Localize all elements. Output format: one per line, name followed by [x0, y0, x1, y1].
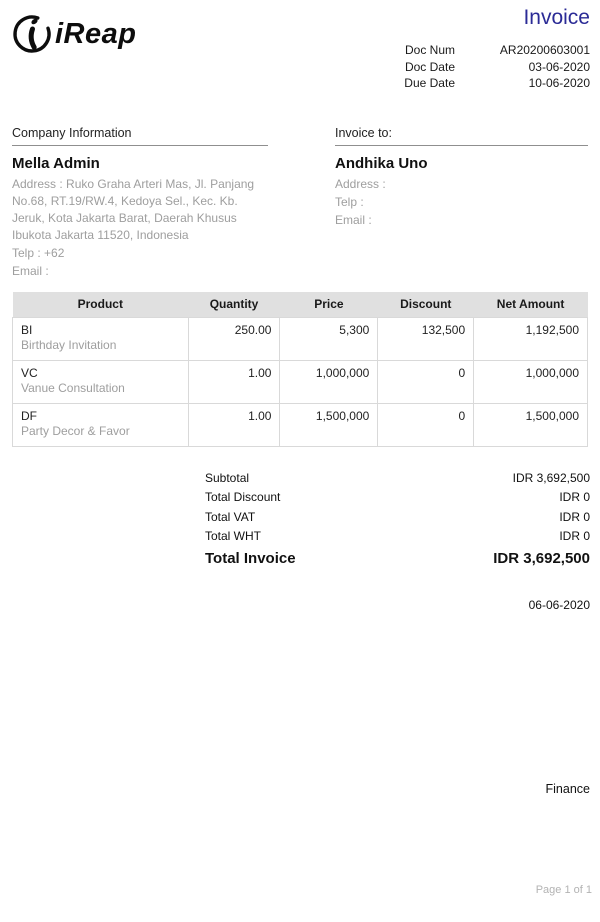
doc-num-value: AR20200603001 [499, 43, 590, 57]
doc-date-row [375, 59, 590, 76]
total-invoice-value: IDR 3,692,500 [493, 550, 590, 568]
quantity-cell: 1.00 [188, 403, 280, 446]
discount-cell: 0 [378, 360, 474, 403]
document-meta [375, 42, 590, 92]
product-cell [13, 317, 189, 360]
page-number: Page 1 of 1 [535, 884, 592, 896]
product-description: Party Decor & Favor [21, 423, 130, 438]
product-code: DF [21, 408, 37, 423]
doc-num-label: Doc Num [404, 43, 455, 57]
price-cell: 5,300 [280, 317, 378, 360]
doc-num-row [375, 42, 590, 59]
totals-section [205, 469, 590, 571]
customer-details [335, 176, 588, 229]
due-date-label: Due Date [404, 76, 455, 90]
customer-name: Andhika Uno [335, 155, 428, 172]
column-header-discount: Discount [378, 292, 474, 317]
company-section-title: Company Information [12, 126, 268, 146]
company-telp: Telp : +62 [12, 246, 65, 261]
total-discount-row [205, 488, 590, 507]
company-name: Mella Admin [12, 155, 100, 172]
product-cell [13, 360, 189, 403]
net-amount-cell: 1,500,000 [474, 403, 588, 446]
items-table [12, 292, 588, 447]
quantity-cell: 1.00 [188, 360, 280, 403]
subtotal-value: IDR 3,692,500 [512, 471, 590, 485]
company-information-section [12, 126, 268, 280]
customer-telp: Telp : [335, 195, 364, 210]
total-vat-row [205, 508, 590, 527]
product-code: VC [21, 365, 38, 380]
quantity-cell: 250.00 [188, 317, 280, 360]
product-code: BI [21, 322, 33, 337]
net-amount-cell: 1,000,000 [474, 360, 588, 403]
doc-date-value: 03-06-2020 [528, 59, 590, 74]
total-wht-value: IDR 0 [559, 528, 590, 543]
product-cell [13, 403, 189, 446]
company-email: Email : [12, 264, 49, 279]
total-discount-value: IDR 0 [559, 490, 590, 505]
column-header-price: Price [280, 292, 378, 317]
print-date: 06-06-2020 [528, 598, 590, 612]
product-description: Vanue Consultation [21, 380, 125, 395]
net-amount-cell: 1,192,500 [474, 317, 588, 360]
column-header-product: Product [13, 292, 189, 317]
column-header-quantity: Quantity [188, 292, 280, 317]
product-description: Birthday Invitation [21, 337, 117, 352]
subtotal-label: Subtotal [205, 471, 250, 485]
total-vat-label: Total VAT [205, 509, 256, 524]
price-cell: 1,000,000 [280, 360, 378, 403]
ireap-logo-icon [10, 12, 54, 56]
table-row [13, 317, 588, 360]
document-title: Invoice [523, 6, 590, 29]
table-row [13, 403, 588, 446]
total-wht-row [205, 527, 590, 546]
company-address: Address : Ruko Graha Arteri Mas, Jl. Panjang No.68, RT.19/RW.4, Kedoya Sel., Kec. Kb. Jeruk, Kota Jakarta Barat, Daerah Khusus Ibukota Jakarta 11520, Indonesia [12, 177, 255, 243]
customer-address: Address : [335, 177, 386, 191]
total-wht-label: Total WHT [205, 528, 262, 543]
total-invoice-row [205, 547, 590, 571]
company-details [12, 176, 268, 280]
discount-cell: 132,500 [378, 317, 474, 360]
total-discount-label: Total Discount [205, 490, 281, 505]
table-row [13, 360, 588, 403]
invoice-to-section [335, 126, 588, 229]
total-vat-value: IDR 0 [559, 509, 590, 524]
due-date-value: 10-06-2020 [528, 76, 590, 90]
column-header-net-amount: Net Amount [474, 292, 588, 317]
discount-cell: 0 [378, 403, 474, 446]
signature-role: Finance [545, 782, 590, 796]
items-table-header-row [13, 292, 588, 317]
brand-logo [10, 12, 136, 56]
doc-date-label: Doc Date [404, 59, 455, 74]
customer-email: Email : [335, 213, 372, 228]
price-cell: 1,500,000 [280, 403, 378, 446]
due-date-row [375, 75, 590, 92]
brand-logo-text: iReap [55, 18, 137, 50]
subtotal-row [205, 469, 590, 488]
invoice-to-section-title: Invoice to: [335, 126, 588, 146]
total-invoice-label: Total Invoice [205, 550, 296, 568]
